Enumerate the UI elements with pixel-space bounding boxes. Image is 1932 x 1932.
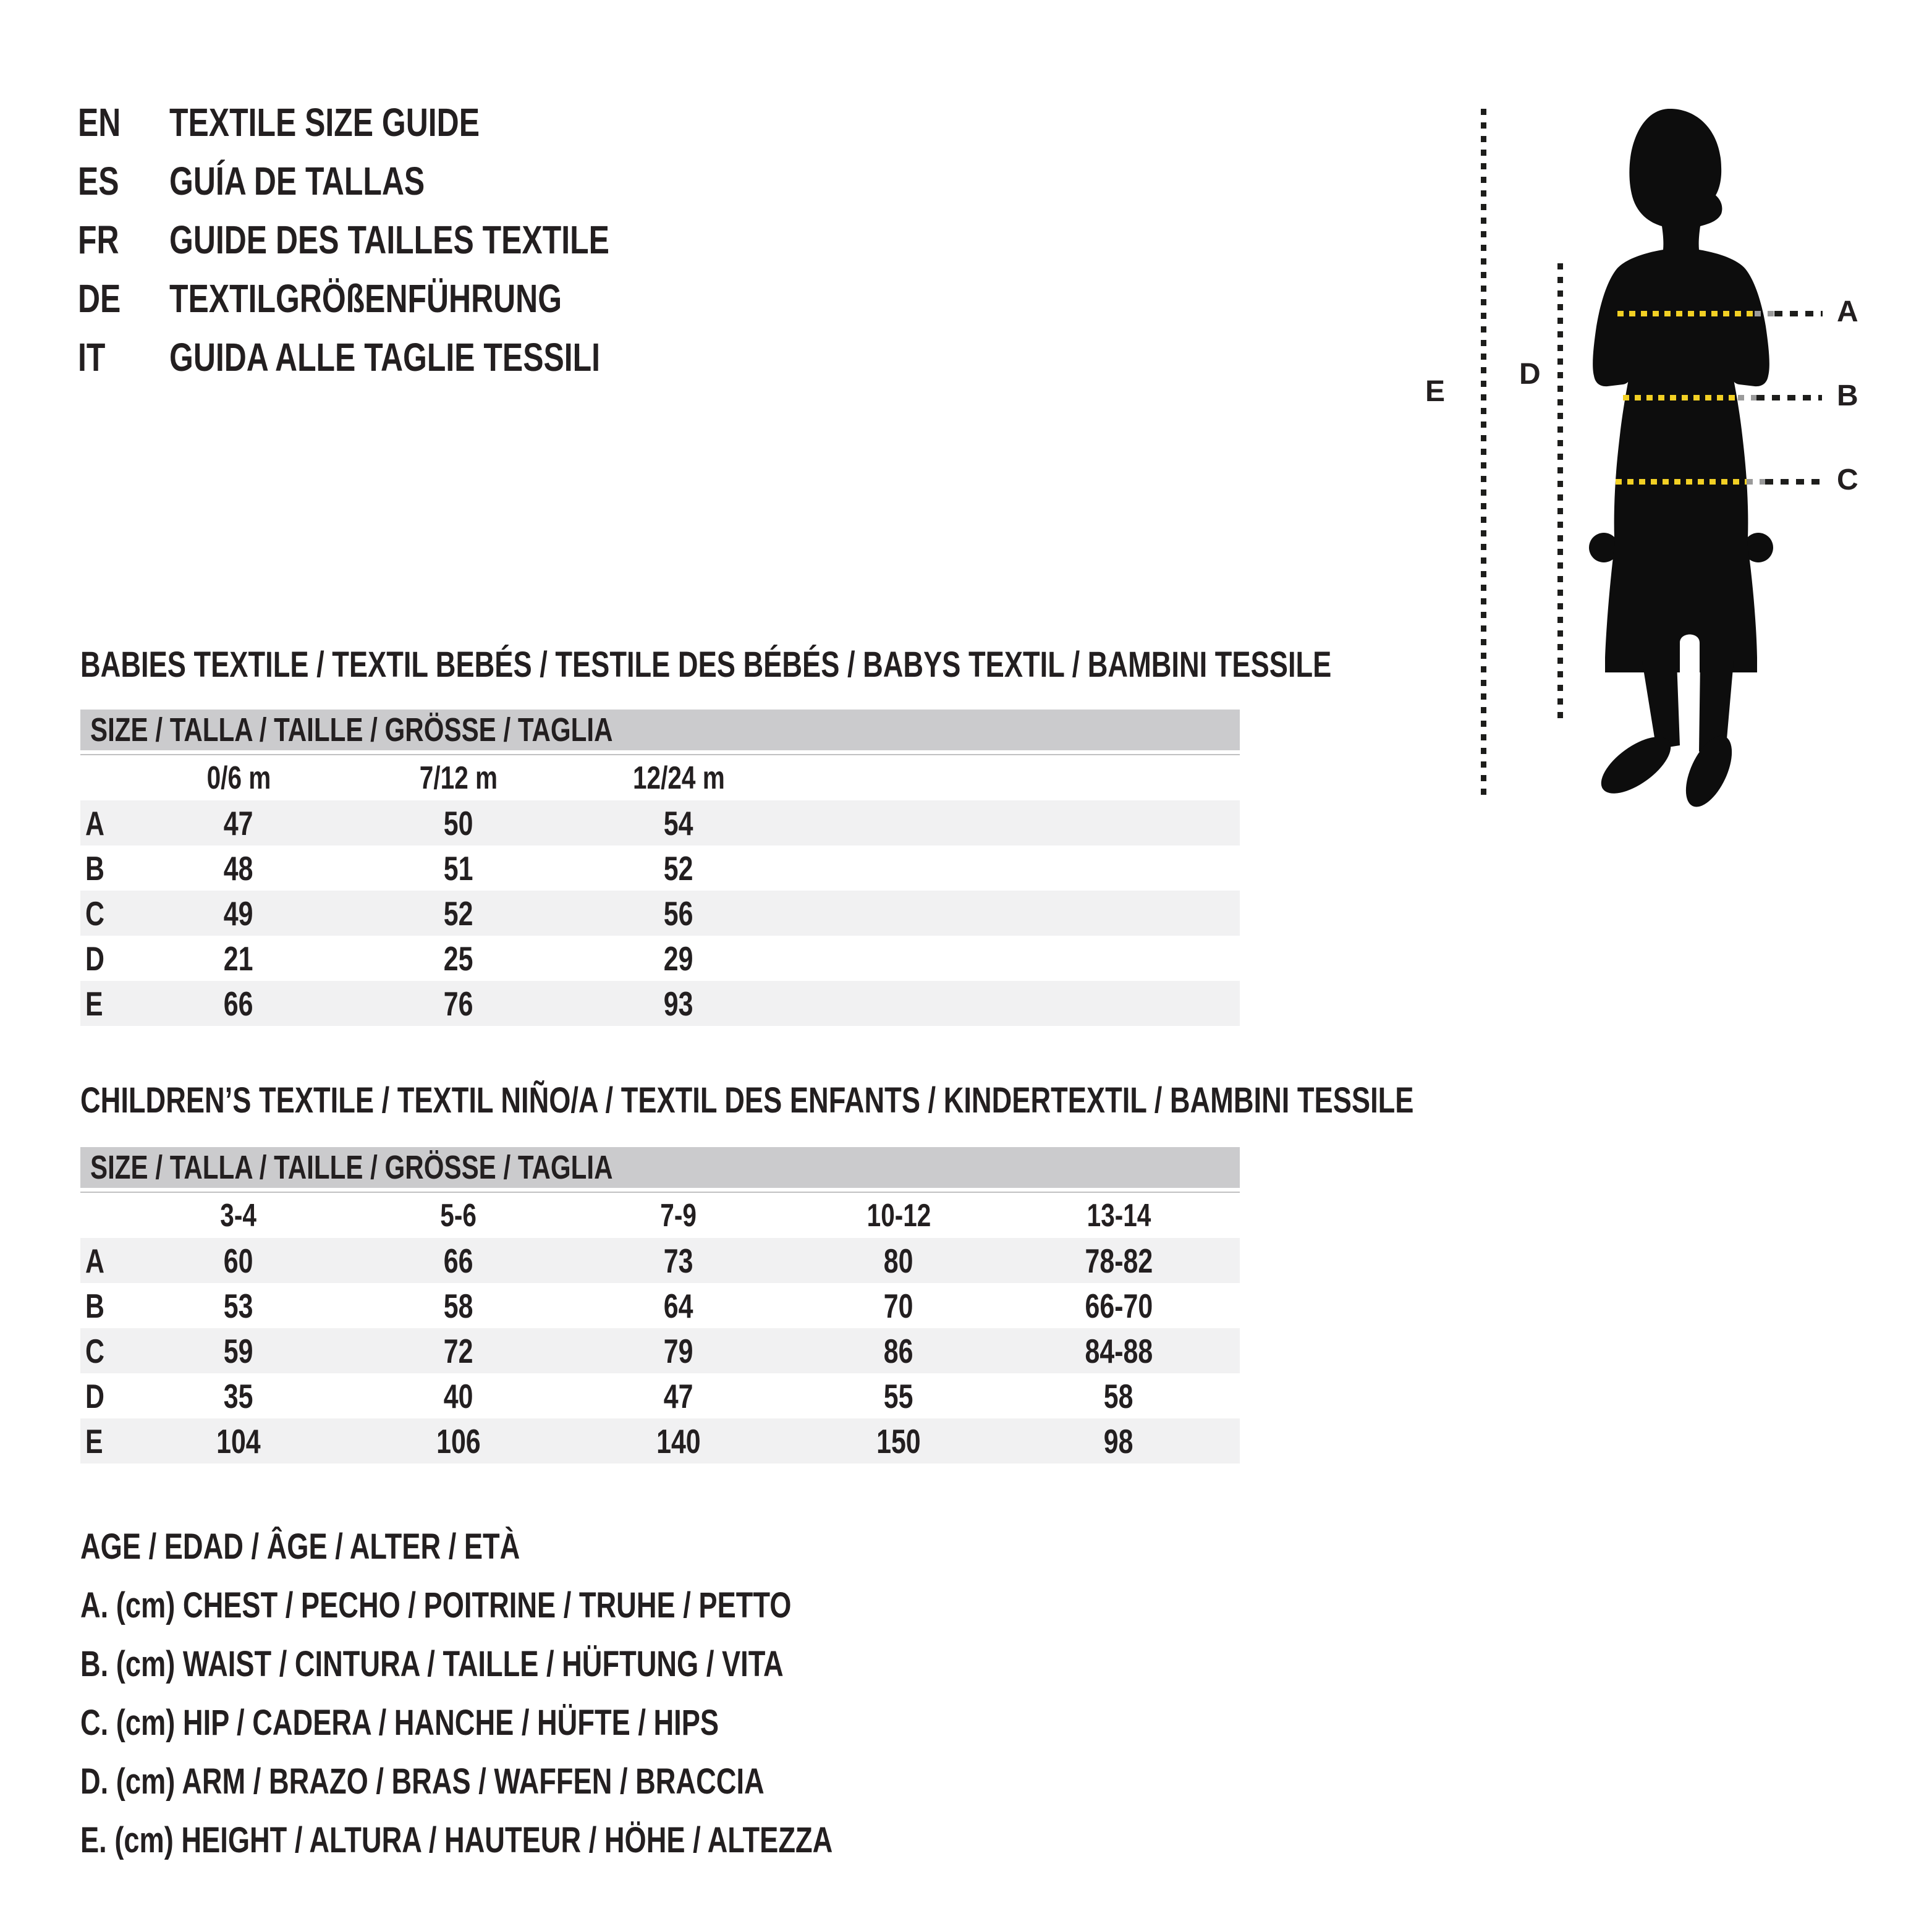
cell-value: 51 — [444, 849, 473, 888]
children-table-row — [80, 1373, 1240, 1418]
cell-value: 58 — [1104, 1376, 1133, 1415]
language-row — [0, 216, 1360, 263]
cell-value: 58 — [444, 1286, 473, 1325]
cell-value: 56 — [664, 894, 693, 933]
language-title: TEXTILGRÖßENFÜHRUNG — [169, 276, 562, 321]
children-column-header-row — [80, 1193, 1240, 1238]
legend-hip-text: C. (cm) HIP / CADERA / HANCHE / HÜFTE / HIPS — [80, 1703, 719, 1743]
legend-chest-text: A. (cm) CHEST / PECHO / POITRINE / TRUHE / PETTO — [80, 1585, 792, 1625]
cell-value: 49 — [224, 894, 253, 933]
legend-height — [80, 1818, 1045, 1863]
row-label: E — [85, 984, 103, 1023]
legend-age — [80, 1524, 644, 1570]
silhouette-right-shoe — [1677, 729, 1742, 813]
cell-value: 29 — [664, 939, 693, 978]
cell-value: 70 — [884, 1286, 913, 1325]
cell-value: 93 — [664, 984, 693, 1023]
cell-value: 66 — [224, 984, 253, 1023]
cell-value: 104 — [216, 1421, 261, 1460]
children-column-header: 3-4 — [220, 1197, 257, 1234]
children-column-header: 10-12 — [866, 1197, 931, 1234]
cell-value: 21 — [224, 939, 253, 978]
chest-measure-dash-yellow — [1617, 311, 1755, 316]
cell-value: 50 — [444, 803, 473, 842]
child-silhouette-figure — [1579, 109, 1783, 813]
cell-value: 55 — [884, 1376, 913, 1415]
row-label: A — [85, 803, 104, 842]
row-label: E — [85, 1421, 103, 1460]
language-title: TEXTILE SIZE GUIDE — [169, 100, 480, 145]
height-measure-dotted-line-e — [1481, 109, 1486, 802]
chest-measure-dash-black — [1774, 311, 1823, 316]
silhouette-head-torso — [1593, 109, 1769, 565]
figure-label-c: C — [1837, 464, 1858, 496]
legend-waist — [80, 1642, 982, 1687]
children-column-header: 5-6 — [440, 1197, 477, 1234]
cell-value: 60 — [224, 1241, 253, 1280]
language-title: GUIDA ALLE TAGLIE TESSILI — [169, 335, 601, 379]
babies-table-row — [80, 981, 1240, 1026]
cell-value: 86 — [884, 1331, 913, 1370]
cell-value: 54 — [664, 803, 693, 842]
figure-label-a: A — [1837, 295, 1858, 328]
cell-value: 73 — [664, 1241, 693, 1280]
cell-value: 80 — [884, 1241, 913, 1280]
legend-age-text: AGE / EDAD / ÂGE / ALTER / ETÀ — [80, 1527, 520, 1567]
children-column-header: 13-14 — [1087, 1197, 1151, 1234]
row-label: B — [85, 849, 104, 888]
babies-column-header: 0/6 m — [206, 760, 271, 796]
legend-chest — [80, 1583, 992, 1629]
babies-section-heading-text: BABIES TEXTILE / TEXTIL BEBÉS / TESTILE DES BÉBÉS / BABYS TEXTIL / BAMBINI TESSILE — [80, 645, 1332, 685]
language-code: FR — [78, 218, 119, 262]
babies-table-row — [80, 936, 1240, 981]
chest-measure-dash-gray — [1755, 311, 1774, 316]
children-size-header-bar — [80, 1147, 1240, 1188]
cell-value: 52 — [664, 849, 693, 888]
cell-value: 72 — [444, 1331, 473, 1370]
cell-value: 78-82 — [1085, 1241, 1153, 1280]
hip-measure-dash-black — [1765, 479, 1822, 485]
cell-value: 98 — [1104, 1421, 1133, 1460]
babies-table-row — [80, 800, 1240, 845]
children-table-row — [80, 1283, 1240, 1328]
language-code: EN — [78, 100, 121, 145]
babies-size-header-bar — [80, 710, 1240, 750]
cell-value: 79 — [664, 1331, 693, 1370]
cell-value: 106 — [436, 1421, 481, 1460]
babies-size-header-text: SIZE / TALLA / TAILLE / GRÖSSE / TAGLIA — [90, 711, 613, 748]
waist-measure-dash-yellow — [1623, 395, 1738, 400]
figure-label-e: E — [1425, 375, 1445, 408]
row-label: C — [85, 894, 104, 933]
cell-value: 150 — [876, 1421, 921, 1460]
language-code: IT — [78, 335, 106, 379]
babies-table-row — [80, 845, 1240, 891]
waist-measure-dash-black — [1756, 395, 1822, 400]
children-table-row — [80, 1418, 1240, 1464]
cell-value: 59 — [224, 1331, 253, 1370]
cell-value: 66 — [444, 1241, 473, 1280]
cell-value: 25 — [444, 939, 473, 978]
cell-value: 35 — [224, 1376, 253, 1415]
legend-waist-text: B. (cm) WAIST / CINTURA / TAILLE / HÜFTUNG / VITA — [80, 1644, 784, 1684]
row-label: B — [85, 1286, 104, 1325]
babies-column-header: 12/24 m — [632, 760, 725, 796]
cell-value: 84-88 — [1085, 1331, 1153, 1370]
language-row — [0, 158, 1360, 205]
legend-hip — [80, 1700, 899, 1746]
babies-table-row — [80, 891, 1240, 936]
cell-value: 66-70 — [1085, 1286, 1153, 1325]
children-column-header: 7-9 — [660, 1197, 697, 1234]
children-table-row — [80, 1328, 1240, 1373]
hip-measure-dash-gray — [1747, 479, 1765, 485]
language-code: ES — [78, 159, 119, 203]
row-label: A — [85, 1241, 104, 1280]
children-section-heading-text: CHILDREN’S TEXTILE / TEXTIL NIÑO/A / TEXTIL DES ENFANTS / KINDERTEXTIL / BAMBINI TESSILE — [80, 1080, 1414, 1121]
row-label: C — [85, 1331, 104, 1370]
cell-value: 48 — [224, 849, 253, 888]
legend-arm — [80, 1759, 957, 1805]
children-size-header-text: SIZE / TALLA / TAILLE / GRÖSSE / TAGLIA — [90, 1149, 613, 1186]
babies-section-heading — [80, 643, 1684, 687]
figure-label-d: D — [1519, 358, 1540, 391]
row-label: D — [85, 1376, 104, 1415]
cell-value: 53 — [224, 1286, 253, 1325]
cell-value: 40 — [444, 1376, 473, 1415]
legend-arm-text: D. (cm) ARM / BRAZO / BRAS / WAFFEN / BRACCIA — [80, 1761, 765, 1802]
children-table-row — [80, 1238, 1240, 1283]
children-section-heading — [80, 1078, 1790, 1123]
cell-value: 47 — [664, 1376, 693, 1415]
babies-column-header: 7/12 m — [419, 760, 498, 796]
row-label: D — [85, 939, 104, 978]
cell-value: 47 — [224, 803, 253, 842]
figure-label-b: B — [1837, 379, 1858, 412]
legend-height-text: E. (cm) HEIGHT / ALTURA / HAUTEUR / HÖHE / ALTEZZA — [80, 1820, 833, 1860]
cell-value: 76 — [444, 984, 473, 1023]
hip-measure-dash-yellow — [1616, 479, 1747, 485]
language-title: GUIDE DES TAILLES TEXTILE — [169, 218, 609, 262]
language-title: GUÍA DE TALLAS — [169, 159, 425, 203]
language-row — [0, 275, 1360, 322]
language-row — [0, 334, 1360, 381]
language-code: DE — [78, 276, 121, 321]
cell-value: 64 — [664, 1286, 693, 1325]
waist-measure-dash-gray — [1738, 395, 1756, 400]
babies-column-header-row — [80, 755, 1240, 800]
language-row — [0, 99, 1360, 146]
cell-value: 140 — [656, 1421, 701, 1460]
cell-value: 52 — [444, 894, 473, 933]
